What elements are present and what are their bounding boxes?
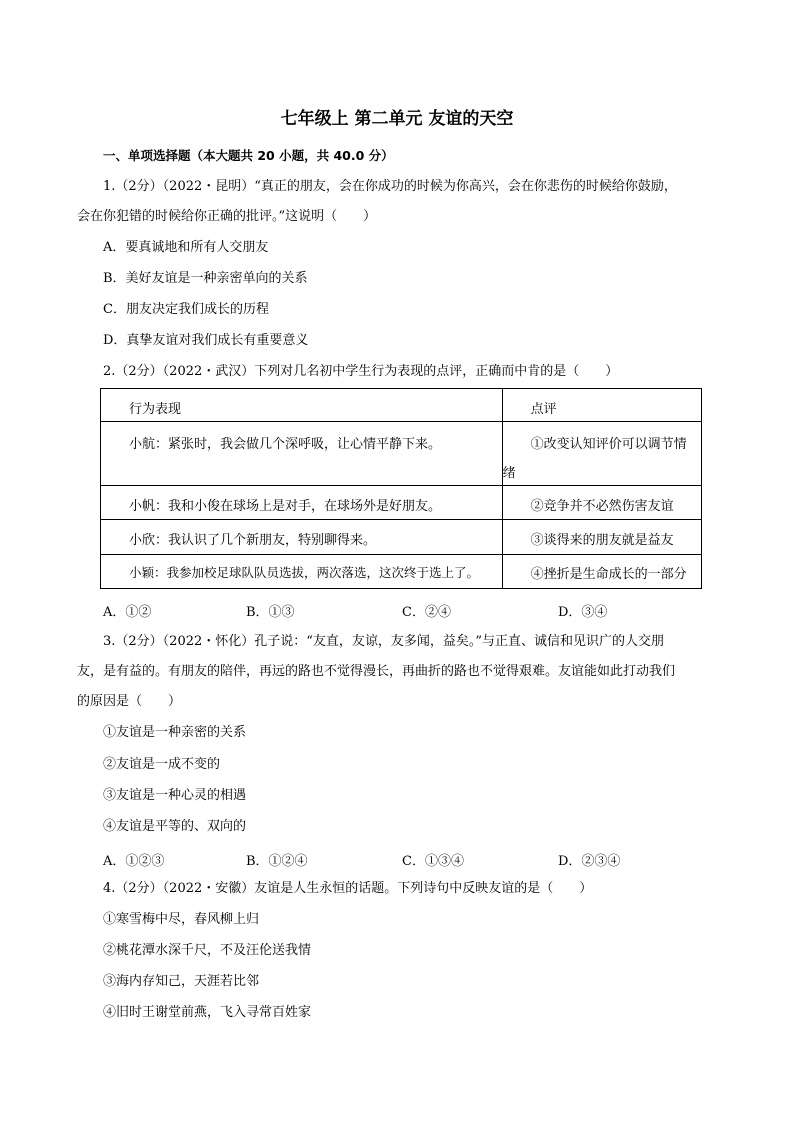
- q1-stem-line1: 1.（2分）（2022・昆明）“真正的朋友，会在你成功的时候为你高兴，会在你悲伤的时候给你鼓励，: [103, 179, 677, 194]
- q2-stem-line1: 2.（2分）（2022・武汉）下列对几名初中学生行为表现的点评，正确而中肯的是（ ）: [103, 364, 619, 379]
- q4-stem-line1: 4.（2分）（2022・安徽）友谊是人生永恒的话题。下列诗句中反映友谊的是（ ）: [103, 881, 593, 896]
- table-cell-comment: ④挫折是生命成长的一部分: [502, 555, 701, 589]
- table-row: [101, 555, 702, 589]
- q1-option-c: C．朋友决定我们成长的历程: [103, 302, 269, 317]
- table-row: [101, 486, 702, 520]
- q1-option-a: A．要真诚地和所有人交朋友: [103, 240, 269, 255]
- q4-item-4: ④旧时王谢堂前燕，飞入寻常百姓家: [103, 1005, 312, 1020]
- section-header: 一、单项选择题（本大题共 20 小题，共 40.0 分）: [103, 148, 394, 163]
- table-cell-comment: ②竞争并不必然伤害友谊: [502, 486, 701, 520]
- q3-choice-b: B．①②④: [246, 854, 308, 869]
- page-title: 七年级上 第二单元 友谊的天空: [280, 109, 514, 129]
- q1-stem-line2: 会在你犯错的时候给你正确的批评。”这说明（ ）: [77, 209, 377, 224]
- table-cell-behavior: 小帆：我和小俊在球场上是对手，在球场外是好朋友。: [101, 486, 503, 520]
- q4-item-1: ①寒雪梅中尽，春风柳上归: [103, 912, 260, 927]
- q2-review-table: [100, 388, 702, 589]
- q3-stem-line3: 的原因是（ ）: [77, 694, 182, 709]
- q2-choice-c: C．②④: [402, 605, 451, 620]
- q1-option-b: B．美好友谊是一种亲密单向的关系: [103, 271, 308, 286]
- q3-choice-d: D．②③④: [558, 854, 621, 869]
- q3-item-4: ④友谊是平等的、双向的: [103, 819, 247, 834]
- q3-item-2: ②友谊是一成不变的: [103, 757, 221, 772]
- q4-item-2: ②桃花潭水深千尺，不及汪伦送我情: [103, 943, 312, 958]
- q3-stem-line1: 3.（2分）（2022・怀化）孔子说：“友直，友谅，友多闻，益矣。”与正直、诚信和见识广的人交朋: [103, 634, 665, 649]
- q4-item-3: ③海内存知己，天涯若比邻: [103, 974, 260, 989]
- q3-item-1: ①友谊是一种亲密的关系: [103, 725, 247, 740]
- table-row: [101, 422, 702, 486]
- q3-choice-a: A．①②③: [103, 854, 165, 869]
- q2-choice-a: A．①②: [103, 605, 152, 620]
- table-row: [101, 520, 702, 555]
- q1-option-d: D．真挚友谊对我们成长有重要意义: [103, 333, 309, 348]
- table-cell-comment: ③谈得来的朋友就是益友: [502, 520, 701, 555]
- table-header-row: [101, 389, 702, 422]
- table-cell-behavior: 小航：紧张时，我会做几个深呼吸，让心情平静下来。: [101, 422, 503, 486]
- table-cell-behavior: 小欣：我认识了几个新朋友，特别聊得来。: [101, 520, 503, 555]
- q3-stem-line2: 友，是有益的。有朋友的陪伴，再远的路也不觉得漫长，再曲折的路也不觉得艰难。友谊能如此打动我们: [77, 664, 676, 679]
- q2-choice-b: B．①③: [246, 605, 295, 620]
- table-header-behavior: 行为表现: [101, 389, 503, 422]
- q3-item-3: ③友谊是一种心灵的相遇: [103, 788, 247, 803]
- q3-choice-c: C．①③④: [402, 854, 464, 869]
- table-header-comment: 点评: [502, 389, 701, 422]
- q2-choice-d: D．③④: [558, 605, 608, 620]
- table-cell-behavior: 小颖：我参加校足球队队员选拔，两次落选，这次终于选上了。: [101, 555, 503, 589]
- table-cell-comment: ①改变认知评价可以调节情 绪: [502, 422, 701, 486]
